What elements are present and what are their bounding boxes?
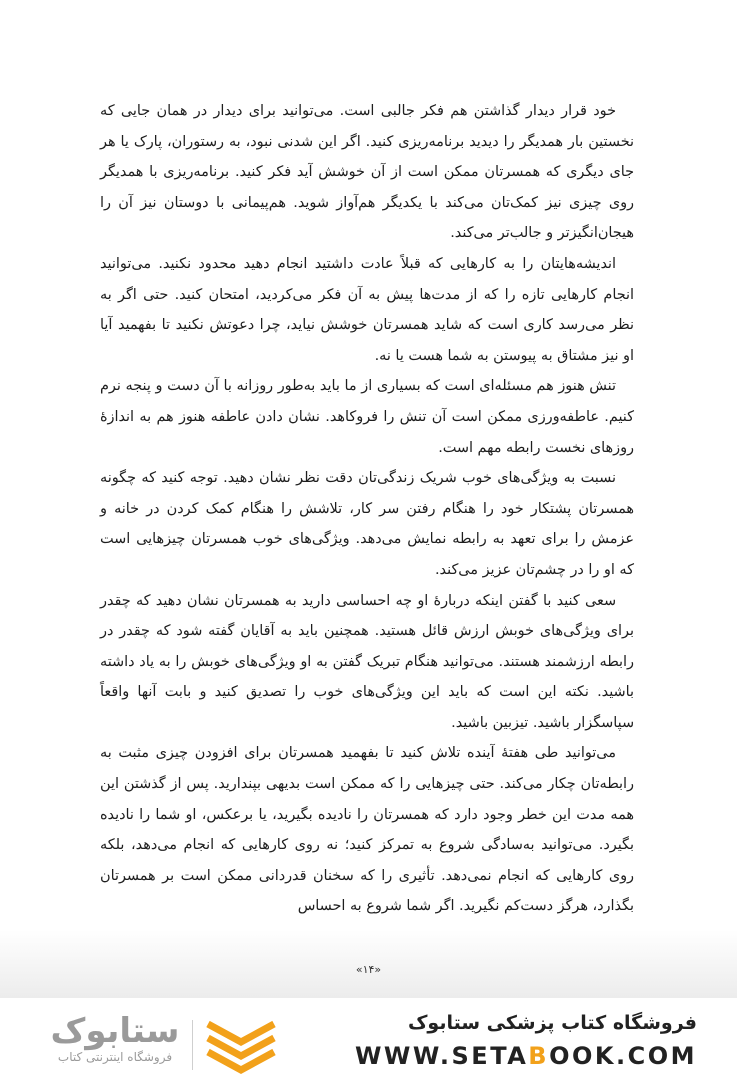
store-title: فروشگاه کتاب پزشکی ستابوک [407, 1012, 697, 1034]
body-text [100, 96, 634, 922]
paragraph: نسبت به ویژگی‌های خوب شریک زندگی‌تان دقت نظر نشان دهید. توجه کنید که چگونه همسرتان پشتکار خود را هنگام رفتن سر کار، تلاشش را هنگام کمک کردن در خانه و عزمش را برای تعهد به رابطه نمایش می‌دهد. ویژگی‌های خوب همسرتان چیزهایی است که او را در چشم‌تان عزیز می‌کند. [100, 470, 634, 578]
url-part-1: WWW.SETA [354, 1042, 529, 1070]
logo-divider [192, 1020, 193, 1070]
logo-tagline: فروشگاه اینترنتی کتاب [57, 1050, 173, 1064]
publisher-footer [0, 998, 737, 1080]
paragraph: خود قرار دیدار گذاشتن هم فکر جالبی است. می‌توانید برای دیدار در همان جایی که نخستین بار همدیگر را دیدید برنامه‌ریزی کنید. اگر این شدنی نبود، به رستوران، پارک یا هر جای دیگری که همسرتان ممکن است از آن خوشش آید فکر کنید. برنامه‌ریزی با همدیگر روی چیزی نیز کمک‌تان می‌کند با یکدیگر هم‌آواز شوید. هم‌پیمانی با دوستان نیز آن را هیجان‌انگیزتر و جالب‌تر می‌کند. [100, 103, 634, 242]
url-part-2: OOK.COM [549, 1042, 697, 1070]
paragraph: می‌توانید طی هفتهٔ آینده تلاش کنید تا بفهمید همسرتان برای افزودن چیزی مثبت به رابطه‌تان چکار می‌کند. حتی چیزهایی را که ممکن است بدیهی بپندارید. پس از گذشتن این همه مدت این خطر وجود دارد که همسرتان را نادیده بگیرید، یا برعکس، او شما را نادیده بگیرد. می‌توانید به‌سادگی شروع به تمرکز کنید؛ نه روی کارهایی که انجام می‌دهد، بلکه روی کارهایی که انجام نمی‌دهد. تأثیری را که سخنان قدردانی ممکن است بر همسرتان بگذارد، هرگز دست‌کم نگیرید. اگر شما شروع به احساس [100, 745, 634, 915]
paragraph: سعی کنید با گفتن اینکه دربارهٔ او چه احساسی دارید به همسرتان نشان دهید که چقدر برای ویژگی‌های خوبش ارزش قائل هستید. همچنین باید به آقایان گفته شود که چقدر در رابطه ارزشمند هستند. می‌توانید هنگام تبریک گفتن به او ویژگی‌های خوبش را به یاد داشته باشید. نکته این است که باید این ویژگی‌های خوب را تصدیق کنید و بابت آنها واقعاً سپاسگزار باشید. تیزبین باشید. [100, 592, 634, 731]
chevron-stack-icon [200, 1018, 282, 1076]
paragraph: تنش هنوز هم مسئله‌ای است که بسیاری از ما باید به‌طور روزانه با آن دست و پنجه نرم کنیم. عاطفه‌ورزی ممکن است آن تنش را فروکاهد. نشان دادن عاطفه هنوز هم به اندازهٔ روزهای نخست رابطه مهم است. [100, 378, 634, 456]
url-accent-letter: B [528, 1042, 550, 1070]
logo-wordmark: ستابوک [50, 1011, 180, 1051]
store-url[interactable] [355, 1042, 697, 1070]
paragraph: اندیشه‌هایتان را به کارهایی که قبلاً عادت داشتید انجام دهید محدود نکنید. می‌توانید انجام کارهایی تازه را که از مدت‌ها پیش به آن فکر می‌کردید، امتحان کنید. حتی اگر به نظر می‌رسد کاری است که شاید همسرتان خوشش نیاید، چرا دعوتش نکنید تا بفهمید آیا او نیز مشتاق به پیوستن به شما هست یا نه. [100, 255, 634, 364]
page-number: «۱۴» [355, 963, 382, 976]
